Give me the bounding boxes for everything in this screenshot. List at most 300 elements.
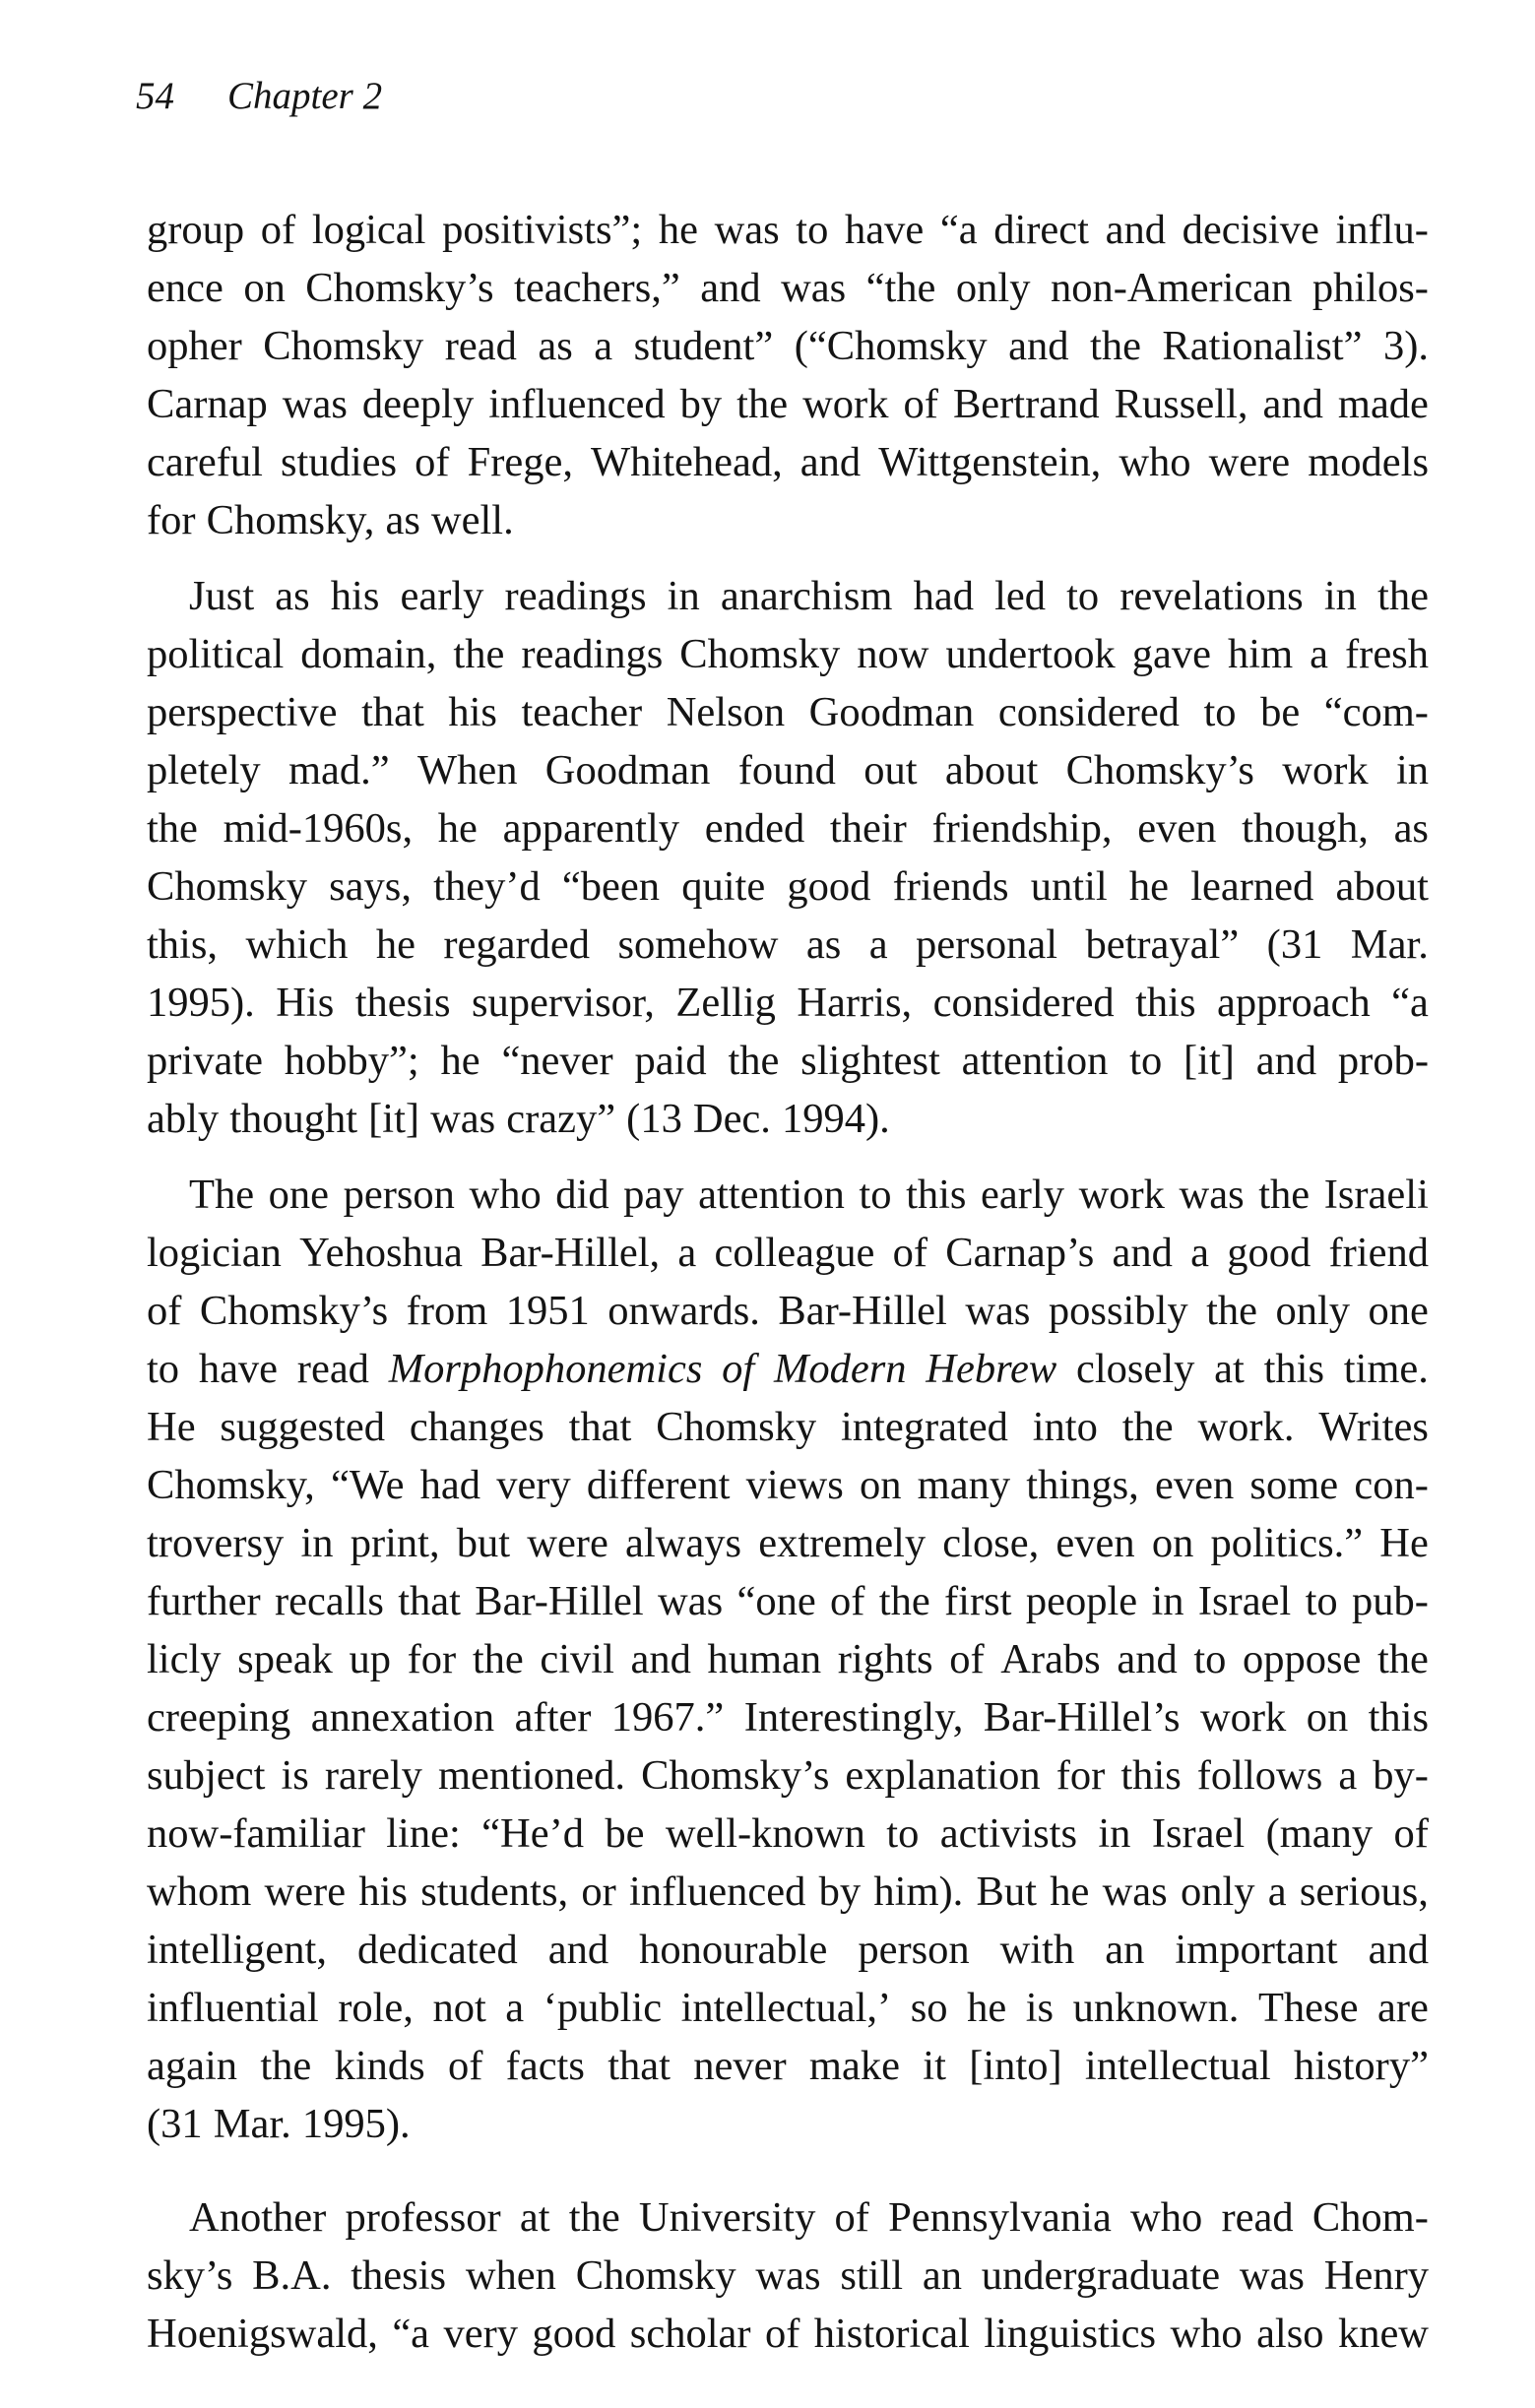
word: the [147, 805, 198, 852]
word: well. [430, 497, 514, 543]
body-text [147, 201, 1429, 2363]
word: by [818, 1869, 862, 1915]
word: the [472, 1636, 524, 1682]
word: models [1308, 439, 1429, 485]
word: Rationalist” [1162, 323, 1363, 369]
word: careful [147, 439, 263, 485]
word: or [581, 1869, 616, 1915]
word: group [147, 207, 245, 253]
text-line [147, 1514, 1429, 1572]
word: to [886, 1810, 920, 1857]
word: as [275, 573, 310, 619]
word: that [361, 689, 424, 735]
word: Another [189, 2194, 327, 2241]
word: on [859, 1462, 902, 1508]
word: this, [147, 921, 219, 968]
text-line [147, 1979, 1429, 2037]
word: the [568, 2194, 620, 2241]
word: intellectual,’ [680, 1985, 892, 2031]
word: until [1030, 863, 1108, 910]
word: logician [147, 1230, 282, 1276]
word: his [448, 689, 497, 735]
word: sky’s [147, 2252, 233, 2299]
word: Chomsky [263, 323, 424, 369]
word: into [1032, 1404, 1098, 1450]
word: as [385, 497, 420, 543]
word: pay [623, 1172, 684, 1218]
word: first [944, 1578, 1012, 1624]
word: this [906, 1172, 967, 1218]
text-line [147, 2037, 1429, 2095]
word: and [547, 1927, 609, 1973]
word: to [1203, 689, 1237, 735]
word: an [922, 2252, 962, 2299]
word: of [949, 1636, 985, 1682]
word: Bar-Hillel’s [983, 1694, 1181, 1741]
word: The [189, 1172, 255, 1218]
word: thesis [354, 980, 451, 1026]
word: teachers,” [514, 265, 680, 311]
word: were [1208, 439, 1291, 485]
text-line [147, 857, 1429, 916]
word: Chomsky, [206, 497, 375, 543]
word: a [1267, 1869, 1287, 1915]
word: him [1228, 631, 1294, 677]
word: now-familiar [147, 1810, 365, 1857]
word: and [1105, 207, 1166, 253]
word: his [358, 1869, 408, 1915]
word: in [1151, 1578, 1184, 1624]
word: was [1102, 1869, 1168, 1915]
word: again [147, 2043, 238, 2089]
word: influenced [488, 381, 666, 427]
word: human [707, 1636, 822, 1682]
word: serious, [1299, 1869, 1429, 1915]
word: of [830, 1578, 865, 1624]
word: have [844, 207, 925, 253]
word: read [444, 323, 517, 369]
word: Goodman [544, 747, 711, 793]
paragraph [147, 2188, 1429, 2363]
word: pub- [1351, 1578, 1429, 1624]
word: of [834, 2194, 869, 2241]
word: personal [916, 921, 1058, 968]
word: [into] [969, 2043, 1062, 2089]
word: These [1257, 1985, 1359, 2031]
word: colleague [714, 1230, 875, 1276]
word: Chomsky, [147, 1462, 315, 1508]
word: “a [392, 2311, 430, 2357]
word: “one [736, 1578, 816, 1624]
word: read [296, 1346, 369, 1392]
text-line [147, 259, 1429, 317]
chapter-title: Chapter 2 [227, 75, 383, 117]
word: opher [147, 323, 242, 369]
paragraph-gap [147, 1148, 1429, 1166]
text-line [147, 375, 1429, 433]
word: Harris, [797, 980, 913, 1026]
word: and [1262, 381, 1323, 427]
word: by [679, 381, 723, 427]
word: Mar. [1350, 921, 1429, 968]
word: Hoenigswald, [147, 2311, 378, 2357]
word: He [1379, 1520, 1429, 1566]
word: work [1199, 1694, 1287, 1741]
word: 1995). [147, 980, 255, 1026]
word: he [658, 207, 698, 253]
word: so [910, 1985, 948, 2031]
word: was [965, 1288, 1031, 1334]
word: Frege, [467, 439, 573, 485]
word: at [1214, 1346, 1245, 1392]
word: and [700, 265, 761, 311]
word: Bar-Hillel, [480, 1230, 661, 1276]
word: the [453, 631, 505, 677]
word: attention [961, 1038, 1109, 1084]
word: gave [1131, 631, 1212, 677]
word: on [1151, 1520, 1194, 1566]
word: work [1282, 747, 1369, 793]
word: learned [1190, 863, 1314, 910]
word: be [1260, 689, 1301, 735]
word: time. [1343, 1346, 1429, 1392]
word: of [764, 2311, 800, 2357]
word: print, [350, 1520, 440, 1566]
word: his [330, 573, 380, 619]
word: “com- [1323, 689, 1429, 735]
word: but [456, 1520, 511, 1566]
word: possibly [1048, 1288, 1188, 1334]
word: the [1258, 1172, 1311, 1218]
word: as [805, 921, 842, 968]
word: to [147, 1346, 180, 1392]
paragraph-gap [147, 549, 1429, 567]
word: intelligent, [147, 1927, 327, 1973]
word: Goodman [808, 689, 975, 735]
word: early [981, 1172, 1064, 1218]
text-line [147, 916, 1429, 974]
word: and [1112, 1230, 1173, 1276]
word: Bar-Hillel [778, 1288, 947, 1334]
word: fresh [1345, 631, 1429, 677]
word: the [1090, 323, 1141, 369]
word: professor [345, 2194, 501, 2241]
word: a [1338, 1752, 1358, 1799]
word: dedicated [356, 1927, 518, 1973]
word: considered [997, 689, 1180, 735]
word: facts [505, 2043, 585, 2089]
word: read [1221, 2194, 1294, 2241]
word: influential [147, 1985, 319, 2031]
word: 1995). [301, 2101, 411, 2147]
word: a [677, 1230, 697, 1276]
word: was [781, 265, 847, 311]
word: when [465, 2252, 556, 2299]
word: are [1376, 1985, 1429, 2031]
word: Interestingly, [743, 1694, 964, 1741]
word: licly [147, 1636, 222, 1682]
word: Bertrand [952, 381, 1100, 427]
word: views [745, 1462, 844, 1508]
word: good [1227, 1230, 1311, 1276]
word: linguistics [984, 2311, 1157, 2357]
word: the [1121, 1404, 1174, 1450]
text-line [147, 567, 1429, 625]
word: slightest [800, 1038, 940, 1084]
word: kinds [334, 2043, 425, 2089]
word: person [858, 1927, 970, 1973]
word: had [419, 1462, 480, 1508]
word: philos- [1311, 265, 1429, 311]
word: Israel [1197, 1578, 1292, 1624]
page-number: 54 [136, 75, 174, 117]
word: many [917, 1462, 1011, 1508]
word: influenced [629, 1869, 806, 1915]
text-line [147, 1572, 1429, 1630]
text-line [147, 1805, 1429, 1863]
word: ence [147, 265, 224, 311]
text-line [147, 317, 1429, 375]
word: suggested [220, 1404, 386, 1450]
word: regarded [443, 921, 591, 968]
word: he [375, 921, 416, 968]
word: this [1368, 1694, 1429, 1741]
word: Dec. [692, 1096, 771, 1142]
word: 1951 [505, 1288, 590, 1334]
word: people [1025, 1578, 1138, 1624]
word: explanation [845, 1752, 1041, 1799]
word: positivists”; [442, 207, 643, 253]
word: undertook [945, 631, 1116, 677]
word: only [955, 265, 1031, 311]
word: history” [1294, 2043, 1429, 2089]
word: Chomsky’s [199, 1288, 389, 1334]
word: very [496, 1462, 571, 1508]
word: onwards. [608, 1288, 760, 1334]
word: revelations [1119, 573, 1304, 619]
text-line [147, 1224, 1429, 1282]
word: person [343, 1172, 455, 1218]
word: that [398, 1578, 461, 1624]
word: creeping [147, 1694, 291, 1741]
word: of [447, 2043, 483, 2089]
word: mentioned. [437, 1752, 626, 1799]
text-line [147, 1863, 1429, 1921]
word: made [1337, 381, 1429, 427]
word: scholar [629, 2311, 751, 2357]
word: a [594, 323, 613, 369]
word: thought [229, 1096, 358, 1142]
word: When [416, 747, 518, 793]
word: about [944, 747, 1039, 793]
word: 1967.” [610, 1694, 725, 1741]
word: line: [386, 1810, 461, 1857]
word: led [994, 573, 1046, 619]
word: by- [1373, 1752, 1429, 1799]
word: some [1249, 1462, 1339, 1508]
word: on [1306, 1694, 1349, 1741]
word: important [1175, 1927, 1338, 1973]
word: he [1128, 863, 1170, 910]
word: pletely [147, 747, 261, 793]
word: Arabs [1000, 1636, 1101, 1682]
word: friendship, [931, 805, 1113, 852]
word: Chomsky [147, 863, 307, 910]
word: Chom- [1311, 2194, 1429, 2241]
word: even [1055, 1520, 1135, 1566]
word: Chomsky’s [305, 265, 494, 311]
word: Pennsylvania [888, 2194, 1112, 2241]
word: was [714, 207, 780, 253]
word: “a [1391, 980, 1429, 1026]
word: Chomsky’s [641, 1752, 830, 1799]
word: things, [1026, 1462, 1139, 1508]
word: Wittgenstein, [878, 439, 1102, 485]
word: good [532, 2311, 616, 2357]
word: in [1098, 1810, 1131, 1857]
text-line [147, 799, 1429, 857]
word: up [349, 1636, 392, 1682]
word: undergraduate [981, 2252, 1221, 2299]
word: Israeli [1323, 1172, 1429, 1218]
word: who [1130, 2194, 1203, 2241]
text-line [147, 1090, 1429, 1148]
word: “the [865, 265, 936, 311]
word: “We [331, 1462, 405, 1508]
word: closely [1076, 1346, 1195, 1392]
text-line [147, 2305, 1429, 2363]
word: politics.” [1210, 1520, 1364, 1566]
word: historical [813, 2311, 970, 2357]
word: friends [892, 863, 1009, 910]
word: different [586, 1462, 731, 1508]
word: and [630, 1636, 691, 1682]
word: were [264, 1869, 347, 1915]
text-line [147, 201, 1429, 259]
text-line [147, 1456, 1429, 1514]
text-line [147, 491, 1429, 549]
word: a [1310, 631, 1329, 677]
text-line [147, 2188, 1429, 2247]
text-line [147, 1746, 1429, 1805]
word: paid [634, 1038, 707, 1084]
word: Henry [1323, 2252, 1429, 2299]
word: to [1193, 1636, 1227, 1682]
word: is [1025, 1985, 1055, 2031]
word: extremely [758, 1520, 927, 1566]
word: only [1180, 1869, 1255, 1915]
word: even [1137, 805, 1217, 852]
text-line [147, 625, 1429, 683]
word: and [799, 439, 862, 485]
word: subject [147, 1752, 266, 1799]
word: work [802, 381, 889, 427]
word: and [1008, 323, 1069, 369]
word: (31 [147, 2101, 203, 2147]
word: quite [681, 863, 766, 910]
word: Just [189, 573, 255, 619]
word: rights [837, 1636, 933, 1682]
word: who [1119, 439, 1191, 485]
word: unknown. [1072, 1985, 1240, 2031]
word: only [1275, 1288, 1351, 1334]
word: a [868, 921, 888, 968]
word: speak [237, 1636, 333, 1682]
word: annexation [310, 1694, 495, 1741]
word: (31 [1266, 921, 1323, 968]
word: mad.” [288, 747, 390, 793]
word: now [857, 631, 929, 677]
word: follows [1196, 1752, 1323, 1799]
word: very [443, 2311, 518, 2357]
word: University [638, 2194, 816, 2241]
word: Morphophonemics [388, 1346, 703, 1392]
word: was [282, 381, 348, 427]
word: [it] [368, 1096, 420, 1142]
word: of [260, 207, 296, 253]
running-head [136, 77, 382, 115]
word: knew [1337, 2311, 1429, 2357]
word: of [147, 1288, 182, 1334]
word: of [722, 1346, 755, 1392]
word: recalls [274, 1578, 384, 1624]
word: was [1179, 1172, 1245, 1218]
word: in [667, 573, 700, 619]
word: Mar. [213, 2101, 291, 2147]
text-line [147, 1032, 1429, 1090]
word: who [469, 1172, 542, 1218]
word: decisive [1182, 207, 1319, 253]
word: Chomsky’s [1065, 747, 1254, 793]
word: logical [311, 207, 426, 253]
word: Israel [1151, 1810, 1246, 1857]
word: for [407, 1636, 457, 1682]
word: “been [561, 863, 661, 910]
word: Chomsky [656, 1404, 817, 1450]
word: an [1105, 1927, 1145, 1973]
word: on [243, 265, 286, 311]
word: with [999, 1927, 1075, 1973]
word: good [787, 863, 871, 910]
word: anarchism [720, 573, 893, 619]
word: to [859, 1172, 892, 1218]
word: at [519, 2194, 550, 2241]
word: Writes [1318, 1404, 1429, 1450]
word: one [1368, 1288, 1429, 1334]
text-line [147, 1282, 1429, 1340]
word: early [400, 573, 484, 619]
word: to [1305, 1578, 1338, 1624]
text-line [147, 433, 1429, 491]
word: (“Chomsky [794, 323, 988, 369]
word: honourable [639, 1927, 828, 1973]
word: 1994). [781, 1096, 890, 1142]
word: Russell, [1114, 381, 1248, 427]
word: as [538, 323, 573, 369]
word: perspective [147, 689, 338, 735]
word: somehow [617, 921, 779, 968]
word: role, [338, 1985, 414, 2031]
word: work [1078, 1172, 1165, 1218]
word: Yehoshua [299, 1230, 463, 1276]
word: is [281, 1752, 309, 1799]
word: had [913, 573, 974, 619]
word: was [430, 1096, 496, 1142]
word: also [1256, 2311, 1324, 2357]
word: teacher [521, 689, 643, 735]
word: ably [147, 1096, 220, 1142]
word: direct [993, 207, 1089, 253]
